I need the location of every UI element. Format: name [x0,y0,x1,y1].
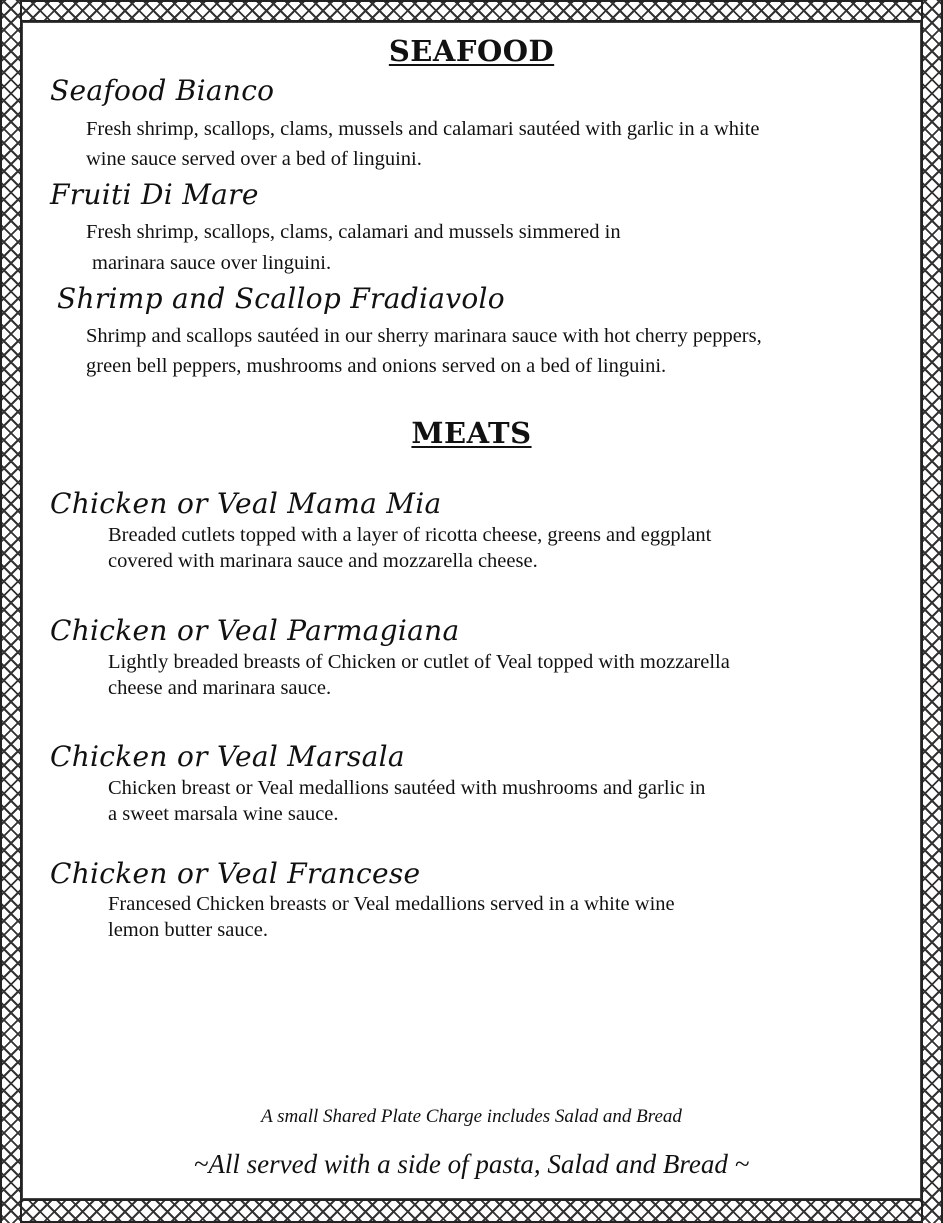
decorative-border-left [0,0,22,1223]
dish-desc-francese-line2: lemon butter sauce. [108,919,268,941]
dish-desc-parmagiana-line1: Lightly breaded breasts of Chicken or cutlet of Veal topped with mozzarella [108,651,730,673]
dish-desc-mama-mia-line1: Breaded cutlets topped with a layer of ricotta cheese, greens and eggplant [108,524,712,546]
dish-desc-shrimp-scallop-fradiavolo-line1: Shrimp and scallops sautéed in our sherry marinara sauce with hot cherry peppers, [86,325,762,347]
dish-title-francese: Chicken or Veal Francese [50,857,421,890]
dish-title-mama-mia: Chicken or Veal Mama Mia [50,487,442,520]
dish-desc-fruiti-di-mare-line1: Fresh shrimp, scallops, clams, calamari and mussels simmered in [86,221,621,243]
dish-desc-marsala-line1: Chicken breast or Veal medallions sautéed with mushrooms and garlic in [108,777,706,799]
dish-desc-mama-mia-line2: covered with marinara sauce and mozzarella cheese. [108,550,538,572]
decorative-border-top [0,0,943,22]
dish-title-marsala: Chicken or Veal Marsala [50,740,405,773]
dish-title-seafood-bianco: Seafood Bianco [50,74,275,107]
dish-desc-francese-line1: Francesed Chicken breasts or Veal medallions served in a white wine [108,893,675,915]
dish-desc-parmagiana-line2: cheese and marinara sauce. [108,677,332,699]
meats-heading: MEATS [411,416,532,450]
dish-desc-fruiti-di-mare-line2: marinara sauce over linguini. [92,252,332,274]
served-with-note: ~All served with a side of pasta, Salad and Bread ~ [193,1149,750,1179]
dish-desc-shrimp-scallop-fradiavolo-line2: green bell peppers, mushrooms and onions served on a bed of linguini. [86,355,667,377]
decorative-border-right [921,0,943,1223]
seafood-heading: SEAFOOD [388,34,555,68]
dish-title-fruiti-di-mare: Fruiti Di Mare [50,178,259,211]
shared-plate-note: A small Shared Plate Charge includes Salad and Bread [261,1106,682,1127]
dish-title-parmagiana: Chicken or Veal Parmagiana [50,614,460,647]
dish-title-shrimp-scallop-fradiavolo: Shrimp and Scallop Fradiavolo [57,282,505,315]
dish-desc-seafood-bianco-line1: Fresh shrimp, scallops, clams, mussels and calamari sautéed with garlic in a white [86,118,760,140]
decorative-border-bottom [0,1199,943,1223]
dish-desc-seafood-bianco-line2: wine sauce served over a bed of linguini. [86,148,422,170]
dish-desc-marsala-line2: a sweet marsala wine sauce. [108,803,339,825]
